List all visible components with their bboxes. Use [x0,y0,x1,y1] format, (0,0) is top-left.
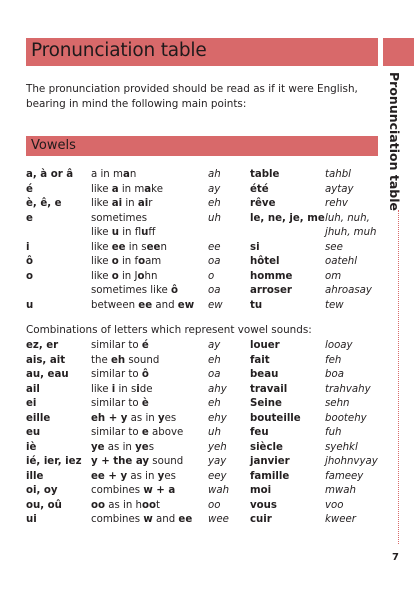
vowel-pron: oa [208,256,221,267]
vowel-example-pron: ahroasay [325,285,372,296]
combination-example-pron: mwah [325,485,356,496]
combination-letters: ui [26,514,37,525]
title-bar [26,38,378,66]
vowel-rule: like u in fluff [91,227,156,238]
vowel-pron: ay [208,183,221,195]
vowel-letters: i [26,241,30,253]
combination-example: feu [250,427,269,438]
combination-example: janvier [250,456,290,467]
combination-pron: ahy [208,383,227,395]
vowel-example-pron: see [325,241,343,253]
vowel-rule: sometimes [91,212,148,224]
combination-row [0,339,420,353]
combination-letters: ez, er [26,340,59,351]
combination-rule: oo as in hoot [91,499,161,511]
combination-pron: wah [208,485,230,496]
vowel-row [0,183,420,197]
combination-letters: ille [26,470,44,482]
combination-example-pron: trahvahy [325,383,371,395]
combination-example: louer [250,340,280,351]
combination-letters: iè [26,441,37,453]
vowel-example-pron: tew [325,299,344,311]
vowel-pron: oa [208,285,221,296]
vowel-row [0,270,420,284]
vowel-letters: ô [26,256,33,267]
combination-example: travail [250,383,288,395]
vowel-rule: a in man [91,169,137,180]
combination-pron: oo [208,499,221,511]
vowel-example: table [250,169,280,180]
vowels-section-title: Vowels [31,138,76,153]
vowel-example-pron: luh, nuh, [325,212,370,224]
combination-pron: ay [208,340,221,351]
vowel-letters: u [26,299,34,311]
vowel-row [0,299,420,313]
combinations-heading: Combinations of letters which represent vowel sounds: [26,324,312,336]
combination-row [0,397,420,411]
vowel-row [0,284,420,298]
combination-letters: eille [26,412,51,424]
vowel-row [0,226,420,240]
combination-row [0,412,420,426]
vowel-row [0,168,420,182]
combination-pron: oa [208,369,221,380]
vowel-example-pron: jhuh, muh [325,227,377,238]
combination-example: famille [250,470,290,482]
combination-rule: similar to ô [91,369,149,380]
vowel-pron: eh [208,198,221,209]
combination-example-pron: fuh [325,427,342,438]
vowel-example: été [250,183,269,195]
vowel-example: homme [250,270,293,282]
vowel-example: hôtel [250,256,280,267]
combination-example: siècle [250,441,283,453]
combination-rule: the eh sound [91,354,160,366]
vowel-rule: like ai in air [91,198,153,209]
combination-pron: yay [208,456,227,467]
combination-row [0,499,420,513]
combination-row [0,470,420,484]
combination-example: fait [250,354,270,366]
side-tab-block [383,38,414,66]
vowel-letters: è, ê, e [26,198,62,209]
combination-pron: eey [208,470,227,482]
combination-rule: similar to è [91,398,149,409]
combination-letters: ais, ait [26,354,66,366]
combination-rule: similar to e above [91,427,184,438]
vowel-row [0,255,420,269]
vowel-example: arroser [250,285,292,296]
vowel-letters: a, à or â [26,169,74,180]
vowel-pron: ee [208,241,221,253]
vowel-row [0,212,420,226]
combination-pron: ehy [208,412,227,424]
vowel-rule: like a in make [91,183,163,195]
combination-letters: oi, oy [26,485,58,496]
vowel-pron: ah [208,169,221,180]
page-title: Pronunciation table [31,40,207,61]
combination-rule: ye as in yes [91,441,154,453]
vowel-example: rêve [250,198,276,209]
combination-row [0,455,420,469]
combination-rule: eh + y as in yes [91,412,177,424]
combination-example-pron: syehkl [325,441,358,453]
vowel-rule: like o in foam [91,256,162,267]
combination-rule: combines w and ee [91,514,193,525]
combination-pron: yeh [208,441,227,453]
vowel-rule: between ee and ew [91,299,195,311]
combination-letters: ié, ier, iez [26,456,82,467]
combination-example: vous [250,499,277,511]
vowel-pron: ew [208,299,223,311]
combination-letters: ail [26,383,40,395]
vowels-section-bar [26,136,378,156]
combination-rule: combines w + a [91,485,176,496]
combination-letters: au, eau [26,369,69,380]
combination-row [0,368,420,382]
combination-letters: ei [26,398,37,409]
combination-example-pron: sehn [325,398,350,409]
combination-row [0,354,420,368]
combination-rule: like i in side [91,383,153,395]
vowel-pron: o [208,270,215,282]
vowel-example-pron: om [325,270,342,282]
vowel-example: si [250,241,260,253]
side-tab-label: Pronunciation table [387,72,402,211]
vowel-pron: uh [208,212,221,224]
page-number: 7 [392,552,399,563]
intro-paragraph: The pronunciation provided should be read as if it were English, bearing in mind the following main points: [26,83,358,110]
combination-rule: y + the ay sound [91,456,184,467]
combination-row [0,383,420,397]
combination-example: bouteille [250,412,301,424]
combination-example: cuir [250,514,272,525]
combination-pron: uh [208,427,221,438]
vowel-rule: sometimes like ô [91,285,178,296]
vowel-row [0,241,420,255]
combination-example-pron: voo [325,499,344,511]
combination-example-pron: fameey [325,470,364,482]
combination-example: moi [250,485,272,496]
combination-example-pron: kweer [325,514,356,525]
combination-letters: ou, oû [26,499,62,511]
vowel-example-pron: tahbl [325,169,351,180]
combination-pron: wee [208,514,229,525]
vowel-rule: like o in John [91,270,158,282]
combination-row [0,484,420,498]
combination-pron: eh [208,398,221,409]
vowel-row [0,197,420,211]
combination-row [0,441,420,455]
vowel-example: le, ne, je, me [250,212,325,224]
combination-example: Seine [250,398,282,409]
combination-row [0,513,420,527]
vowel-letters: e [26,212,33,224]
combination-rule: ee + y as in yes [91,470,176,482]
combination-rule: similar to é [91,340,149,351]
combination-example-pron: boa [325,369,344,380]
combination-letters: eu [26,427,41,438]
combination-example-pron: bootehy [325,412,367,424]
combination-row [0,426,420,440]
vowel-rule: like ee in seen [91,241,167,253]
combination-example-pron: feh [325,354,342,366]
combination-example-pron: looay [325,340,353,351]
vowel-example: tu [250,299,263,311]
combination-example-pron: jhohnvyay [325,456,378,467]
combination-pron: eh [208,354,221,366]
vowel-letters: é [26,183,33,195]
vowel-letters: o [26,270,33,282]
vowel-example-pron: rehv [325,198,348,209]
vowel-example-pron: oatehl [325,256,358,267]
combination-example: beau [250,369,279,380]
vowel-example-pron: aytay [325,183,354,195]
